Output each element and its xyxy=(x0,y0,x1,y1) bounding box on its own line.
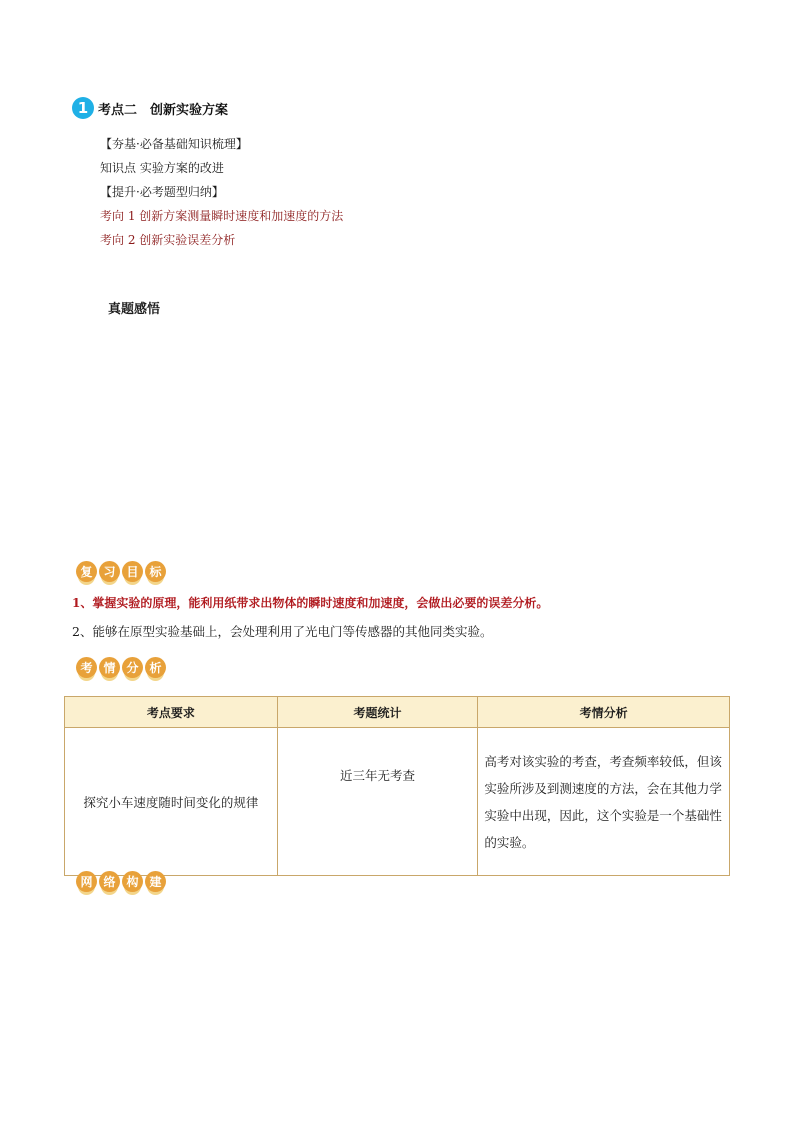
badge-char: 考 xyxy=(76,657,97,678)
badge-char: 标 xyxy=(145,561,166,582)
badge-char: 网 xyxy=(76,871,97,892)
statistics-cell: 近三年无考查 xyxy=(277,728,478,876)
review-goals-badge xyxy=(76,552,166,582)
badge-char: 分 xyxy=(122,657,143,678)
toc-item[interactable]: 知识点 实验方案的改进 xyxy=(100,161,224,175)
column-header: 考点要求 xyxy=(65,697,278,728)
toc-list xyxy=(100,132,343,252)
badge-char: 络 xyxy=(99,871,120,892)
column-header: 考题统计 xyxy=(277,697,478,728)
exam-analysis-table xyxy=(64,696,730,876)
badge-char: 建 xyxy=(145,871,166,892)
requirement-cell: 探究小车速度随时间变化的规律 xyxy=(65,728,278,876)
section-title: 考点二 创新实验方案 xyxy=(98,102,229,118)
goal-line-1: 1、掌握实验的原理，能利用纸带求出物体的瞬时速度和加速度，会做出必要的误差分析。 xyxy=(72,596,549,610)
badge-char: 析 xyxy=(145,657,166,678)
table-header-row xyxy=(65,697,730,728)
network-badge xyxy=(76,862,166,892)
toc-item[interactable]: 考向 1 创新方案测量瞬时速度和加速度的方法 xyxy=(100,209,344,223)
toc-item[interactable]: 【夯基·必备基础知识梳理】 xyxy=(100,137,248,151)
exam-analysis-badge xyxy=(76,648,166,678)
badge-char: 目 xyxy=(122,561,143,582)
toc-item[interactable]: 【提升·必考题型归纳】 xyxy=(100,185,224,199)
goal-line-2: 2、能够在原型实验基础上，会处理利用了光电门等传感器的其他同类实验。 xyxy=(72,624,493,639)
toc-item[interactable]: 考向 2 创新实验误差分析 xyxy=(100,233,236,247)
badge-char: 情 xyxy=(99,657,120,678)
analysis-cell: 高考对该实验的考查，考查频率较低，但该实验所涉及到测速度的方法，会在其他力学实验中出现，因此，这个实验是一个基础性的实验。 xyxy=(478,728,730,876)
section-heading xyxy=(72,96,228,120)
badge-char: 复 xyxy=(76,561,97,582)
section-number-badge: 1 xyxy=(72,97,94,119)
table-row xyxy=(65,728,730,876)
badge-char: 习 xyxy=(99,561,120,582)
column-header: 考情分析 xyxy=(478,697,730,728)
zhenti-heading: 真题感悟 xyxy=(108,302,161,317)
badge-char: 构 xyxy=(122,871,143,892)
